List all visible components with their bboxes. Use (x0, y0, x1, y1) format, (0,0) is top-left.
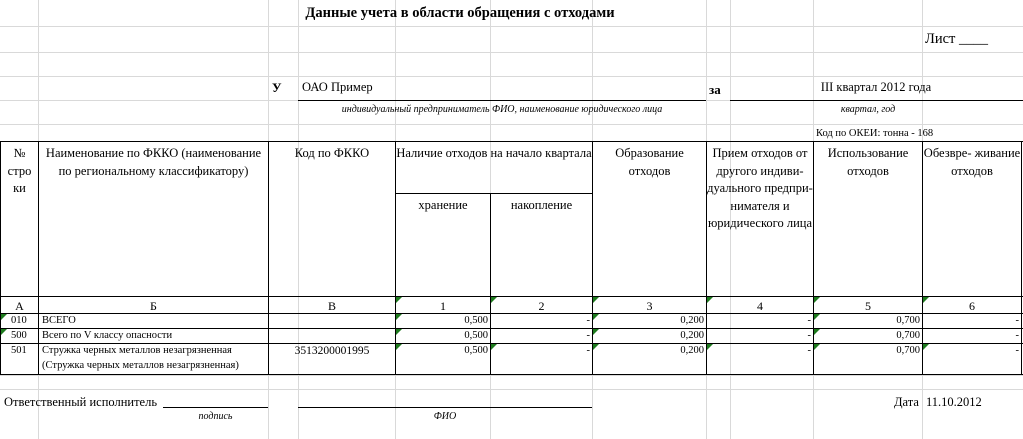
cell-neutralization[interactable]: - (1015, 330, 1019, 341)
row-number: 500 (11, 330, 27, 341)
col-index: 4 (757, 299, 763, 313)
cell-received[interactable]: - (807, 315, 811, 326)
period-prefix: за (709, 82, 721, 97)
header-accumulation: накопление (510, 198, 573, 212)
row-name: Всего по V классу опасности (42, 330, 173, 341)
header-start-balance: Наличие отходов на начало квартала (396, 146, 592, 160)
row-number: 010 (11, 315, 27, 326)
cell-accumulation[interactable]: - (586, 330, 590, 341)
cell-generation[interactable]: 0,200 (680, 330, 704, 341)
signature-caption: подпись (198, 411, 233, 422)
row-name: Стружка черных металлов незагрязненная (42, 345, 232, 356)
col-index: 1 (440, 299, 446, 313)
cell-error-indicator (396, 297, 402, 303)
header-storage: хранение (418, 198, 468, 212)
cell-usage[interactable]: 0,700 (896, 315, 920, 326)
row-name: ВСЕГО (42, 315, 76, 326)
cell-neutralization[interactable]: - (1015, 345, 1019, 356)
row-code: 3513200001995 (294, 345, 370, 357)
cell-error-indicator (707, 297, 713, 303)
org-prefix: У (272, 80, 282, 95)
period-caption: квартал, год (840, 104, 896, 115)
cell-received[interactable]: - (807, 345, 811, 356)
cell-usage[interactable]: 0,700 (896, 330, 920, 341)
okei-code: Код по ОКЕИ: тонна - 168 (816, 128, 934, 139)
col-index: Б (150, 299, 157, 313)
date-value[interactable]: 11.10.2012 (926, 395, 982, 409)
header-fkko-name: Наименование по ФККО (наименование по региональному классификатору) (45, 146, 262, 178)
cell-error-indicator (923, 297, 929, 303)
cell-generation[interactable]: 0,200 (680, 345, 704, 356)
cell-accumulation[interactable]: - (586, 315, 590, 326)
cell-error-indicator (593, 297, 599, 303)
cell-usage[interactable]: 0,700 (896, 345, 920, 356)
cell-generation[interactable]: 0,200 (680, 315, 704, 326)
org-name[interactable]: ОАО Пример (302, 80, 373, 94)
col-index: В (327, 299, 336, 313)
col-index: 2 (538, 299, 545, 313)
cell-error-indicator (1, 329, 7, 335)
header-neutralization: Обезвре- живание отходов (923, 146, 1021, 178)
cell-error-indicator (491, 297, 497, 303)
header-row-number: № стро ки (7, 146, 32, 195)
cell-accumulation[interactable]: - (586, 345, 590, 356)
row-name-secondary: (Стружка черных металлов незагрязненная) (42, 360, 239, 371)
period-value[interactable]: III квартал 2012 года (820, 80, 932, 94)
cell-storage[interactable]: 0,500 (464, 315, 488, 326)
cell-error-indicator (1, 314, 7, 320)
col-index: 6 (969, 299, 975, 313)
col-index: А (15, 299, 24, 313)
cell-storage[interactable]: 0,500 (464, 330, 488, 341)
form-title: Данные учета в области обращения с отходами (305, 5, 615, 21)
header-received: Прием отходов от другого индиви- дуального предпри- нимателя и юридического лица (707, 146, 813, 230)
fio-caption: ФИО (433, 411, 457, 422)
cell-storage[interactable]: 0,500 (464, 345, 488, 356)
header-fkko-code: Код по ФККО (294, 146, 370, 160)
org-caption: индивидуальный предприниматель ФИО, наименование юридического лица (341, 104, 663, 115)
header-usage: Использование отходов (827, 146, 909, 178)
cell-error-indicator (814, 297, 820, 303)
date-label: Дата (894, 395, 919, 409)
header-generation: Образование отходов (615, 146, 684, 178)
row-number: 501 (11, 345, 27, 356)
responsible-label: Ответственный исполнитель (4, 395, 158, 409)
cell-received[interactable]: - (807, 330, 811, 341)
col-index: 3 (646, 299, 653, 313)
col-index: 5 (865, 299, 871, 313)
cell-neutralization[interactable]: - (1015, 315, 1019, 326)
sheet-label: Лист ____ (925, 31, 988, 47)
